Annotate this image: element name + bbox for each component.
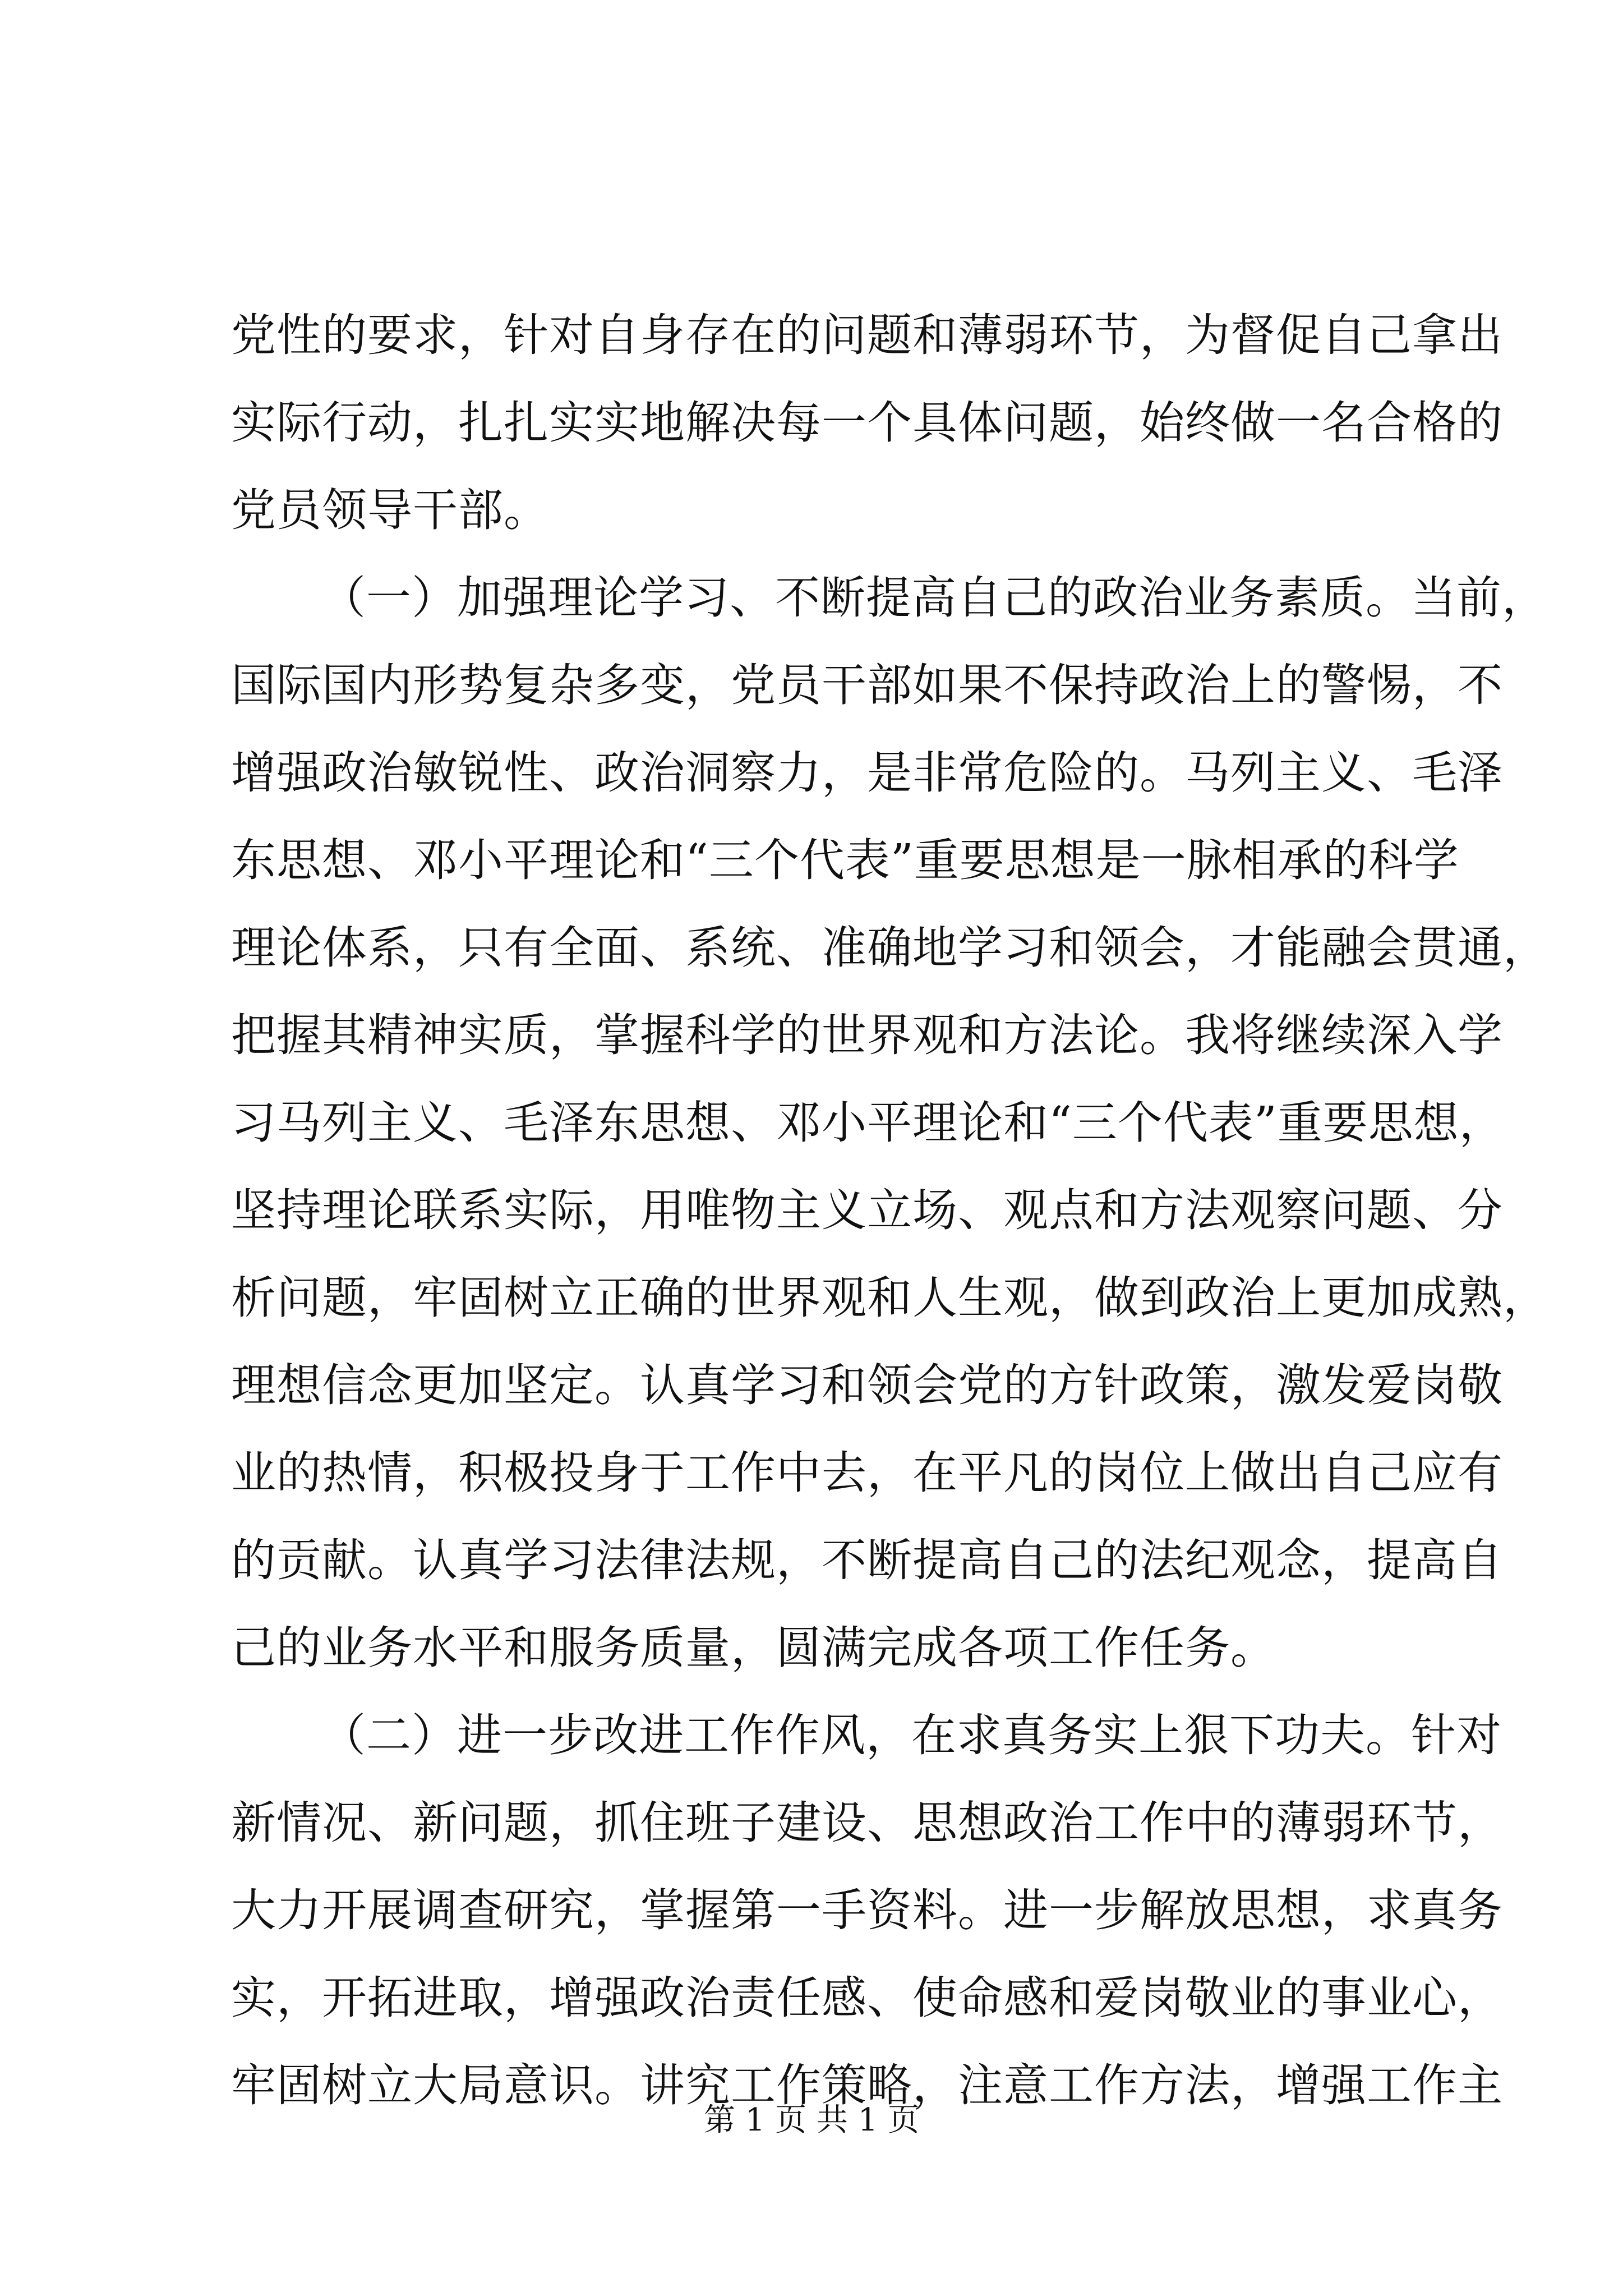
text-line: 的贡献。认真学习法律法规，不断提高自己的法纪观念，提高自: [231, 1534, 1503, 1586]
text-line: 己的业务水平和服务质量，圆满完成各项工作任务。: [231, 1622, 1276, 1674]
text-line: 坚持理论联系实际，用唯物主义立场、观点和方法观察问题、分: [231, 1184, 1503, 1236]
text-line: 实，开拓进取，增强政治责任感、使命感和爱岗敬业的事业心，: [231, 1972, 1503, 2024]
text-line: 实际行动，扎扎实实地解决每一个具体问题，始终做一名合格的: [231, 397, 1503, 449]
text-line: 党员领导干部。: [231, 484, 549, 536]
text-line: 大力开展调查研究，掌握第一手资料。进一步解放思想，求真务: [231, 1884, 1503, 1936]
text-line: 新情况、新问题，抓住班子建设、思想政治工作中的薄弱环节，: [231, 1797, 1503, 1849]
section-heading-line: （二）进一步改进工作作风，在求真务实上狠下功夫。针对: [321, 1709, 1502, 1761]
text-line: 理想信念更加坚定。认真学习和领会党的方针政策，激发爱岗敬: [231, 1359, 1503, 1411]
document-body: [231, 292, 1548, 2129]
page-number-footer: 第 1 页 共 1 页: [703, 2102, 920, 2138]
text-line: 东思想、邓小平理论和“三个代表”重要思想是一脉相承的科学: [231, 834, 1459, 886]
text-line: 增强政治敏锐性、政治洞察力，是非常危险的。马列主义、毛泽: [231, 747, 1503, 799]
text-line: 国际国内形势复杂多变，党员干部如果不保持政治上的警惕，不: [231, 659, 1503, 711]
text-line: 把握其精神实质，掌握科学的世界观和方法论。我将继续深入学: [231, 1009, 1503, 1061]
text-line: 析问题，牢固树立正确的世界观和人生观，做到政治上更加成熟，: [231, 1272, 1548, 1324]
text-line: 习马列主义、毛泽东思想、邓小平理论和“三个代表”重要思想，: [231, 1097, 1505, 1149]
text-line: 党性的要求，针对自身存在的问题和薄弱环节，为督促自己拿出: [231, 309, 1503, 361]
text-line: 业的热情，积极投身于工作中去，在平凡的岗位上做出自己应有: [231, 1447, 1503, 1499]
section-heading-line: （一）加强理论学习、不断提高自己的政治业务素质。当前，: [321, 572, 1547, 624]
text-line: 牢固树立大局意识。讲究工作策略，注意工作方法，增强工作主: [231, 2059, 1503, 2111]
text-line: 理论体系，只有全面、系统、准确地学习和领会，才能融会贯通，: [231, 922, 1548, 974]
